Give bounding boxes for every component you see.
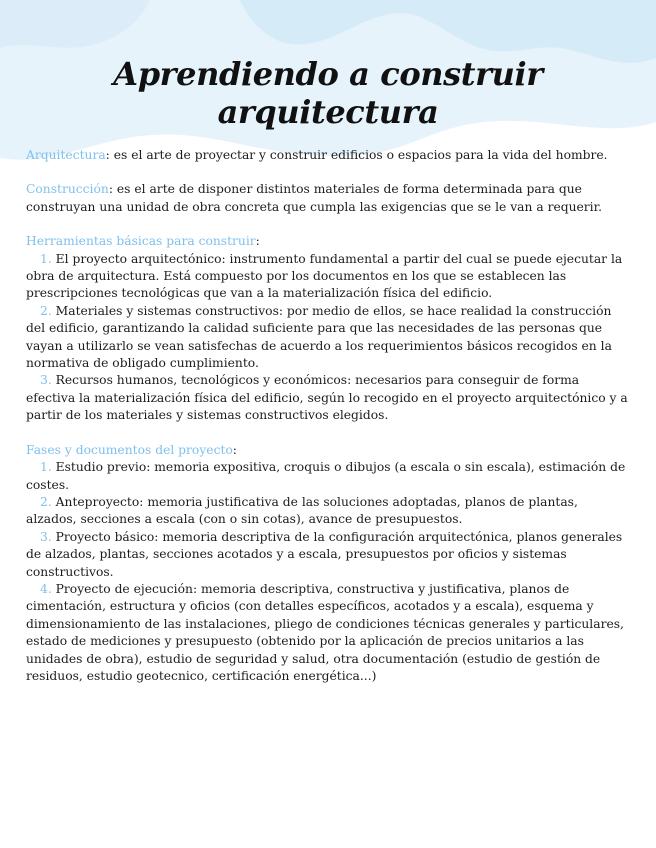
list-item-text: Proyecto de ejecución: memoria descriptiva, constructiva y justificativa, planos de cimentación, estructura y oficios (con detalles específicos, acotados y a escala), esquema y dimensionamiento de las instalaciones, pliego de condiciones técnicas generales y particulares, estado de mediciones y presupuesto (obtenido por la aplicación de precios unitarios a las unidades de obra), estudio de seguridad y salud, otra documentación (estudio de gestión de residuos, estudio geotecnico, certificación energética...) [26,581,624,683]
list-item [26,251,632,303]
list-item-text: El proyecto arquitectónico: instrumento fundamental a partir del cual se puede ejecutar la obra de arquitectura. Está compuesto por los documentos en los que se establecen las prescripciones tecnológicas que van a la materialización física del edificio. [26,251,623,301]
list-item-text: Estudio previo: memoria expositiva, croquis o dibujos (a escala o sin escala), estimación de costes. [26,460,626,492]
list-item [26,372,632,424]
section-heading-herramientas [26,233,632,250]
section-heading-text: Fases y documentos del proyecto [26,442,233,457]
section-heading-colon: : [255,234,260,249]
definition-text: : es el arte de proyectar y construir edificios o espacios para la vida del hombre. [105,148,608,162]
list-item-number: 4. [40,581,52,596]
list-item-number: 1. [40,251,52,266]
list-item-number: 2. [40,303,52,318]
list-item-number: 3. [40,373,52,388]
list-item-text: Anteproyecto: memoria justificativa de las soluciones adoptadas, planos de plantas, alzados, secciones a escala (con o sin cotas), avance de presupuestos. [26,494,578,527]
spacer [26,425,632,442]
list-item-text: Materiales y sistemas constructivos: por medio de ellos, se hace realidad la construcción del edificio, garantizando la calidad suficiente para que las necesidades de las personas que vayan a utilizarlo se vean satisfechas de acuerdo a los requerimientos básicos recogidos en la normativa de obligado cumplimiento. [26,303,612,371]
list-item-number: 1. [40,460,52,475]
page-title: Aprendiendo a construir arquitectura [113,55,543,131]
list-item-text: Recursos humanos, tecnológicos y económicos: necesarios para conseguir de forma efectiva la materialización física del edificio, según lo recogido en el proyecto arquitectónico y a partir de los materiales y sistemas constructivos elegidos. [26,373,628,423]
document-body [26,147,632,685]
section-heading-text: Herramientas básicas para construir [26,234,256,249]
definition-arquitectura [26,147,632,164]
list-item [26,303,632,373]
list-item [26,529,632,581]
list-item [26,459,632,494]
list-item-text: Proyecto básico: memoria descriptiva de la configuración arquitectónica, planos generales de alzados, plantas, secciones acotados y a escala, presupuestos por oficios y sistemas constructivos. [26,529,623,579]
list-item [26,581,632,685]
list-item-number: 2. [40,494,52,509]
list-item [26,494,632,529]
list-item-number: 3. [40,529,52,544]
definition-term: Arquitectura [26,148,106,162]
definition-text: : es el arte de disponer distintos materiales de forma determinada para que construyan una unidad de obra concreta que cumpla las exigencias que se le van a requerir. [26,182,603,214]
section-heading-colon: : [232,442,237,457]
section-heading-fases [26,442,632,459]
definition-construccion [26,181,632,216]
definition-term: Construcción [26,182,109,197]
